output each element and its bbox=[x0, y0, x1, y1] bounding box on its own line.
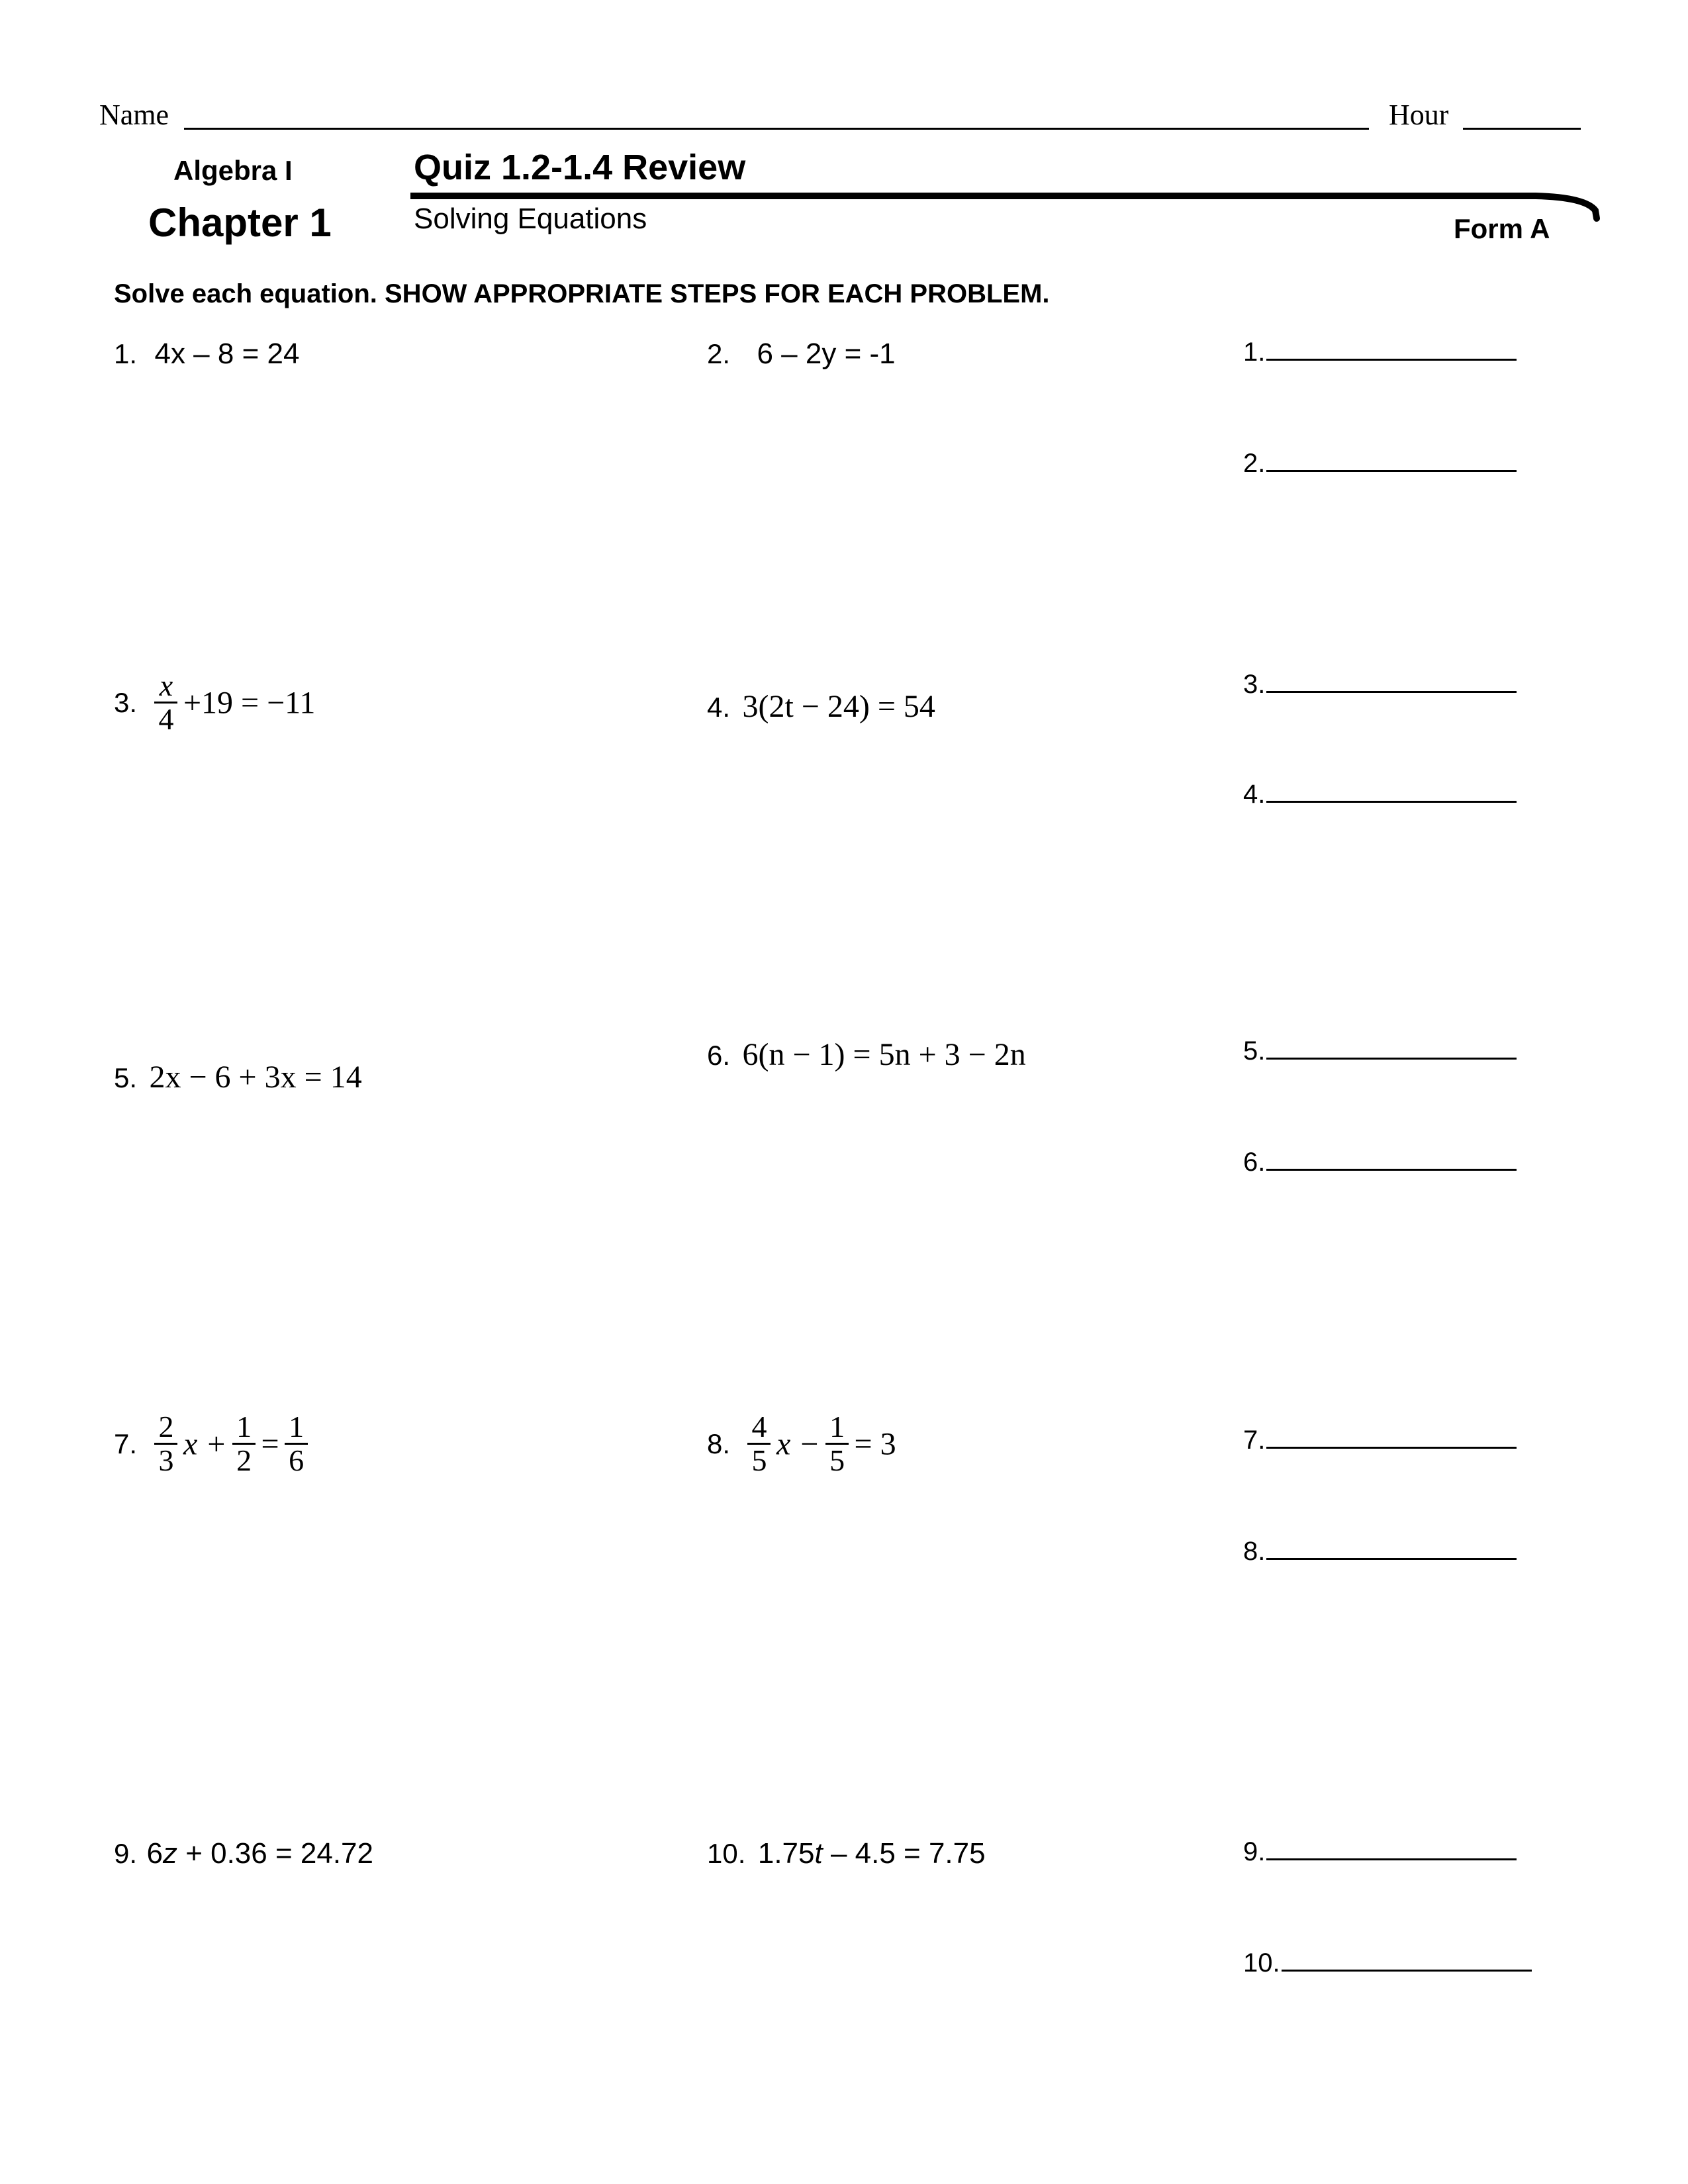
answer-label: 1. bbox=[1243, 338, 1266, 367]
numerator: 1 bbox=[232, 1411, 256, 1445]
coefficient: 6 bbox=[146, 1837, 163, 1870]
problem-number: 5. bbox=[114, 1062, 138, 1093]
answer-line[interactable] bbox=[1282, 1950, 1532, 1972]
answer-label: 9. bbox=[1243, 1837, 1266, 1866]
denominator: 6 bbox=[289, 1443, 305, 1478]
answer-line[interactable] bbox=[1266, 1538, 1517, 1560]
denominator: 3 bbox=[158, 1443, 174, 1478]
answer-blank-9[interactable] bbox=[1243, 1837, 1517, 1867]
numerator: x bbox=[154, 670, 177, 704]
coefficient: 1.75 bbox=[757, 1837, 815, 1870]
problem-number: 3. bbox=[114, 686, 138, 718]
quiz-title: Quiz 1.2-1.4 Review bbox=[414, 148, 746, 187]
fraction bbox=[154, 1411, 177, 1477]
problem-7 bbox=[114, 1411, 310, 1477]
equation: 4x – 8 = 24 bbox=[154, 338, 300, 370]
answer-line[interactable] bbox=[1266, 1427, 1517, 1449]
answer-line[interactable] bbox=[1266, 671, 1517, 693]
equation-rest: = 3 bbox=[854, 1426, 896, 1462]
numerator: 4 bbox=[747, 1411, 771, 1445]
denominator: 5 bbox=[751, 1443, 767, 1478]
problem-9 bbox=[114, 1837, 373, 1870]
equation bbox=[758, 1837, 986, 1870]
variable: z bbox=[162, 1837, 177, 1870]
equation-rest: + 0.36 = 24.72 bbox=[177, 1837, 374, 1870]
problem-6 bbox=[707, 1036, 1026, 1073]
answer-label: 3. bbox=[1243, 670, 1266, 699]
name-field-line[interactable] bbox=[184, 128, 1369, 130]
name-label: Name bbox=[99, 99, 169, 131]
instructions: Solve each equation. SHOW APPROPRIATE STEPS FOR EACH PROBLEM. bbox=[114, 279, 1050, 308]
answer-blank-2[interactable] bbox=[1243, 449, 1517, 478]
answer-line[interactable] bbox=[1266, 450, 1517, 472]
hour-field-line[interactable] bbox=[1463, 128, 1581, 130]
answer-blank-3[interactable] bbox=[1243, 670, 1517, 700]
problem-1 bbox=[114, 338, 299, 371]
answer-line[interactable] bbox=[1266, 1149, 1517, 1171]
answer-label: 6. bbox=[1243, 1148, 1266, 1177]
answer-blank-1[interactable] bbox=[1243, 338, 1517, 367]
fraction bbox=[825, 1411, 849, 1477]
equation bbox=[146, 1837, 373, 1870]
course-name: Algebra I bbox=[173, 155, 293, 186]
denominator: 4 bbox=[158, 702, 174, 737]
equation-middle: x − bbox=[776, 1426, 820, 1462]
problem-4 bbox=[707, 688, 935, 725]
equation: 3(2t − 24) = 54 bbox=[742, 689, 935, 724]
numerator: 2 bbox=[154, 1411, 177, 1445]
chapter-title: Chapter 1 bbox=[148, 201, 332, 245]
equation: 6(n − 1) = 5n + 3 − 2n bbox=[742, 1037, 1026, 1072]
numerator: 1 bbox=[825, 1411, 849, 1445]
problem-number: 2. bbox=[707, 338, 731, 369]
equation-rest: – 4.5 = 7.75 bbox=[822, 1837, 986, 1870]
answer-blank-7[interactable] bbox=[1243, 1426, 1517, 1455]
answer-label: 2. bbox=[1243, 449, 1266, 478]
problem-number: 9. bbox=[114, 1838, 138, 1869]
problem-3 bbox=[114, 670, 315, 736]
equals-sign: = bbox=[261, 1426, 279, 1462]
problem-number: 8. bbox=[707, 1428, 731, 1459]
variable: t bbox=[814, 1837, 823, 1870]
fraction bbox=[285, 1411, 308, 1477]
answer-blank-4[interactable] bbox=[1243, 780, 1517, 809]
problem-5 bbox=[114, 1059, 362, 1095]
equation-rest: +19 = −11 bbox=[183, 685, 316, 721]
answer-blank-10[interactable] bbox=[1243, 1948, 1532, 1978]
header-rule bbox=[410, 188, 1602, 228]
answer-label: 10. bbox=[1243, 1948, 1280, 1978]
problem-number: 6. bbox=[707, 1040, 731, 1071]
equation: 6 – 2y = -1 bbox=[757, 338, 896, 370]
problem-number: 4. bbox=[707, 692, 731, 723]
problem-10 bbox=[707, 1837, 986, 1870]
hour-label: Hour bbox=[1389, 99, 1449, 131]
fraction bbox=[232, 1411, 256, 1477]
denominator: 2 bbox=[236, 1443, 252, 1478]
answer-line[interactable] bbox=[1266, 1839, 1517, 1860]
answer-label: 4. bbox=[1243, 780, 1266, 809]
problem-8 bbox=[707, 1411, 896, 1477]
problem-number: 10. bbox=[707, 1838, 746, 1869]
numerator: 1 bbox=[285, 1411, 308, 1445]
answer-blank-6[interactable] bbox=[1243, 1148, 1517, 1177]
answer-label: 7. bbox=[1243, 1426, 1266, 1455]
answer-line[interactable] bbox=[1266, 781, 1517, 803]
answer-blank-5[interactable] bbox=[1243, 1036, 1517, 1066]
fraction bbox=[154, 670, 177, 736]
problem-number: 1. bbox=[114, 338, 138, 369]
equation: 2x − 6 + 3x = 14 bbox=[149, 1060, 362, 1095]
problem-2 bbox=[707, 338, 896, 371]
answer-line[interactable] bbox=[1266, 339, 1517, 361]
answer-line[interactable] bbox=[1266, 1038, 1517, 1060]
equation-middle: x + bbox=[183, 1426, 227, 1462]
fraction bbox=[747, 1411, 771, 1477]
problem-number: 7. bbox=[114, 1428, 138, 1459]
answer-blank-8[interactable] bbox=[1243, 1537, 1517, 1567]
denominator: 5 bbox=[829, 1443, 845, 1478]
answer-label: 5. bbox=[1243, 1036, 1266, 1066]
answer-label: 8. bbox=[1243, 1537, 1266, 1566]
form-label: Form A bbox=[1454, 213, 1550, 244]
quiz-subtitle: Solving Equations bbox=[414, 203, 647, 235]
